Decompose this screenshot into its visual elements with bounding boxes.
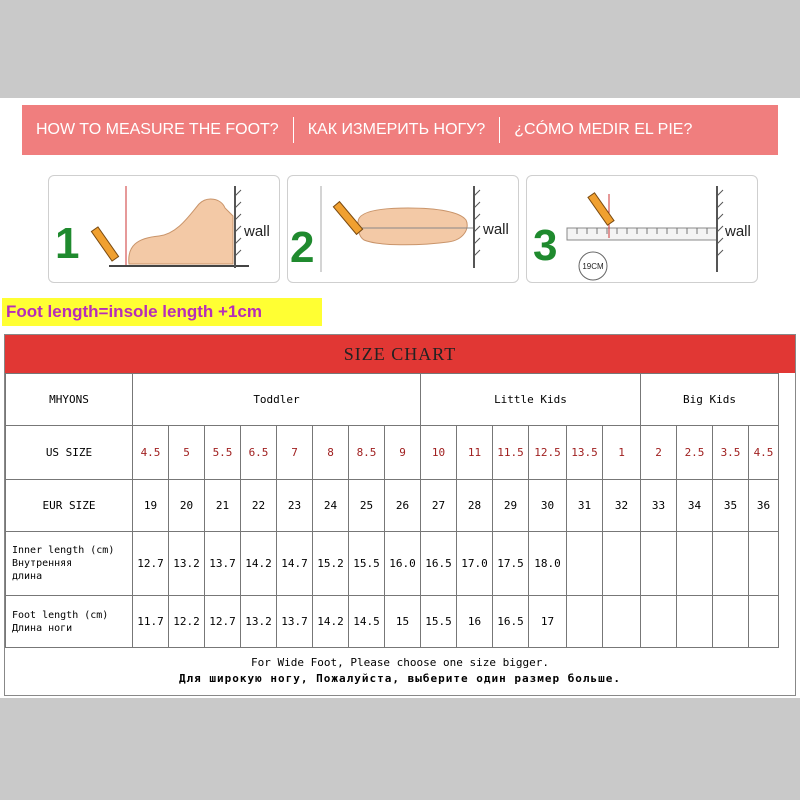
eur-size-cell: 21 xyxy=(205,480,241,532)
foot-length-cell: 14.2 xyxy=(313,596,349,648)
inner-length-label-line: длина xyxy=(12,571,43,582)
inner-length-cell: 17.5 xyxy=(493,532,529,596)
pencil-icon xyxy=(91,227,118,261)
inner-length-cell: 13.7 xyxy=(205,532,241,596)
wide-foot-note-en: For Wide Foot, Please choose one size bigger. xyxy=(250,656,549,669)
step-2-panel xyxy=(287,175,519,283)
us-size-cell: 4.5 xyxy=(133,426,169,480)
step-1-illustration xyxy=(49,176,279,282)
banner-title-es: ¿CÓMO MEDIR EL PIE? xyxy=(514,121,693,138)
chart-title: SIZE CHART xyxy=(5,335,795,373)
step-number: 1 xyxy=(55,219,80,268)
brand-cell: MHYONS xyxy=(6,374,133,426)
step-number: 2 xyxy=(290,223,315,272)
wide-foot-note xyxy=(5,655,795,687)
eur-size-cell: 23 xyxy=(277,480,313,532)
foot-length-label xyxy=(6,596,133,648)
inner-length-cell: 14.7 xyxy=(277,532,313,596)
inner-length-cell xyxy=(713,532,749,596)
inner-length-cell: 17.0 xyxy=(457,532,493,596)
eur-size-cell: 28 xyxy=(457,480,493,532)
foot-length-note: Foot length=insole length +1cm xyxy=(2,298,322,326)
us-size-cell: 1 xyxy=(603,426,641,480)
measure-banner xyxy=(22,105,778,155)
group-header: Toddler xyxy=(133,374,421,426)
us-size-cell: 5 xyxy=(169,426,205,480)
inner-length-cell xyxy=(641,532,677,596)
foot-length-cell: 16.5 xyxy=(493,596,529,648)
inner-length-label xyxy=(6,532,133,596)
us-size-cell: 11.5 xyxy=(493,426,529,480)
inner-length-cell xyxy=(749,532,779,596)
eur-size-cell: 27 xyxy=(421,480,457,532)
inner-length-cell: 15.5 xyxy=(349,532,385,596)
inner-length-cell: 16.0 xyxy=(385,532,421,596)
foot-length-label-line: Foot length (cm) xyxy=(12,609,109,621)
foot-length-cell: 15 xyxy=(385,596,421,648)
us-size-cell: 2 xyxy=(641,426,677,480)
pencil-icon xyxy=(333,202,362,235)
pencil-icon xyxy=(588,193,614,225)
eur-size-cell: 29 xyxy=(493,480,529,532)
us-size-cell: 10 xyxy=(421,426,457,480)
banner-title-ru: КАК ИЗМЕРИТЬ НОГУ? xyxy=(307,121,486,138)
foot-length-cell: 17 xyxy=(529,596,567,648)
us-size-cell: 4.5 xyxy=(749,426,779,480)
eur-size-cell: 32 xyxy=(603,480,641,532)
us-size-label: US SIZE xyxy=(6,426,133,480)
wall-label: wall xyxy=(483,221,509,238)
foot-length-label-line: Длина ноги xyxy=(12,622,73,634)
inner-length-cell xyxy=(677,532,713,596)
eur-size-cell: 22 xyxy=(241,480,277,532)
wide-foot-note-ru: Для широкую ногу, Пожалуйста, выберите один размер больше. xyxy=(178,672,622,685)
foot-length-cell: 13.7 xyxy=(277,596,313,648)
us-size-cell: 6.5 xyxy=(241,426,277,480)
ruler-icon xyxy=(567,228,717,240)
us-size-cell: 9 xyxy=(385,426,421,480)
eur-size-cell: 26 xyxy=(385,480,421,532)
inner-length-cell xyxy=(603,532,641,596)
step-3-panel xyxy=(526,175,758,283)
inner-length-cell xyxy=(567,532,603,596)
step-3-illustration xyxy=(527,176,757,282)
eur-size-cell: 30 xyxy=(529,480,567,532)
inner-length-cell: 13.2 xyxy=(169,532,205,596)
us-size-cell: 13.5 xyxy=(567,426,603,480)
size-chart xyxy=(4,334,796,696)
eur-size-cell: 33 xyxy=(641,480,677,532)
inner-length-cell: 15.2 xyxy=(313,532,349,596)
foot-length-cell xyxy=(713,596,749,648)
us-size-cell: 3.5 xyxy=(713,426,749,480)
foot-length-cell xyxy=(603,596,641,648)
group-header: Big Kids xyxy=(641,374,779,426)
foot-length-cell: 11.7 xyxy=(133,596,169,648)
size-table xyxy=(5,373,779,648)
eur-size-cell: 36 xyxy=(749,480,779,532)
wall-label: wall xyxy=(244,223,270,240)
eur-size-cell: 34 xyxy=(677,480,713,532)
us-size-cell: 8.5 xyxy=(349,426,385,480)
inner-length-cell: 12.7 xyxy=(133,532,169,596)
us-size-cell: 5.5 xyxy=(205,426,241,480)
foot-length-cell: 12.2 xyxy=(169,596,205,648)
wall-label: wall xyxy=(725,223,751,240)
foot-length-cell xyxy=(641,596,677,648)
foot-top-icon xyxy=(358,208,467,245)
eur-size-cell: 35 xyxy=(713,480,749,532)
measure-label: 19CM xyxy=(582,262,604,271)
eur-size-cell: 19 xyxy=(133,480,169,532)
foot-length-cell xyxy=(677,596,713,648)
us-size-cell: 11 xyxy=(457,426,493,480)
eur-size-cell: 24 xyxy=(313,480,349,532)
us-size-cell: 8 xyxy=(313,426,349,480)
inner-length-label-line: Inner length (cm) xyxy=(12,545,115,556)
step-2-illustration xyxy=(288,176,518,282)
us-size-cell: 2.5 xyxy=(677,426,713,480)
us-size-cell: 12.5 xyxy=(529,426,567,480)
eur-size-cell: 31 xyxy=(567,480,603,532)
eur-size-cell: 25 xyxy=(349,480,385,532)
foot-length-cell: 15.5 xyxy=(421,596,457,648)
banner-title-en: HOW TO MEASURE THE FOOT? xyxy=(36,121,279,138)
inner-length-cell: 14.2 xyxy=(241,532,277,596)
inner-length-cell: 16.5 xyxy=(421,532,457,596)
eur-size-label: EUR SIZE xyxy=(6,480,133,532)
step-1-panel xyxy=(48,175,280,283)
foot-length-cell: 16 xyxy=(457,596,493,648)
inner-length-cell: 18.0 xyxy=(529,532,567,596)
foot-length-cell: 13.2 xyxy=(241,596,277,648)
inner-length-label-line: Внутренняя xyxy=(12,558,73,569)
eur-size-cell: 20 xyxy=(169,480,205,532)
foot-length-cell: 14.5 xyxy=(349,596,385,648)
foot-side-icon xyxy=(129,199,233,264)
foot-length-cell: 12.7 xyxy=(205,596,241,648)
step-number: 3 xyxy=(533,221,558,270)
group-header: Little Kids xyxy=(421,374,641,426)
foot-length-cell xyxy=(749,596,779,648)
foot-length-cell xyxy=(567,596,603,648)
us-size-cell: 7 xyxy=(277,426,313,480)
